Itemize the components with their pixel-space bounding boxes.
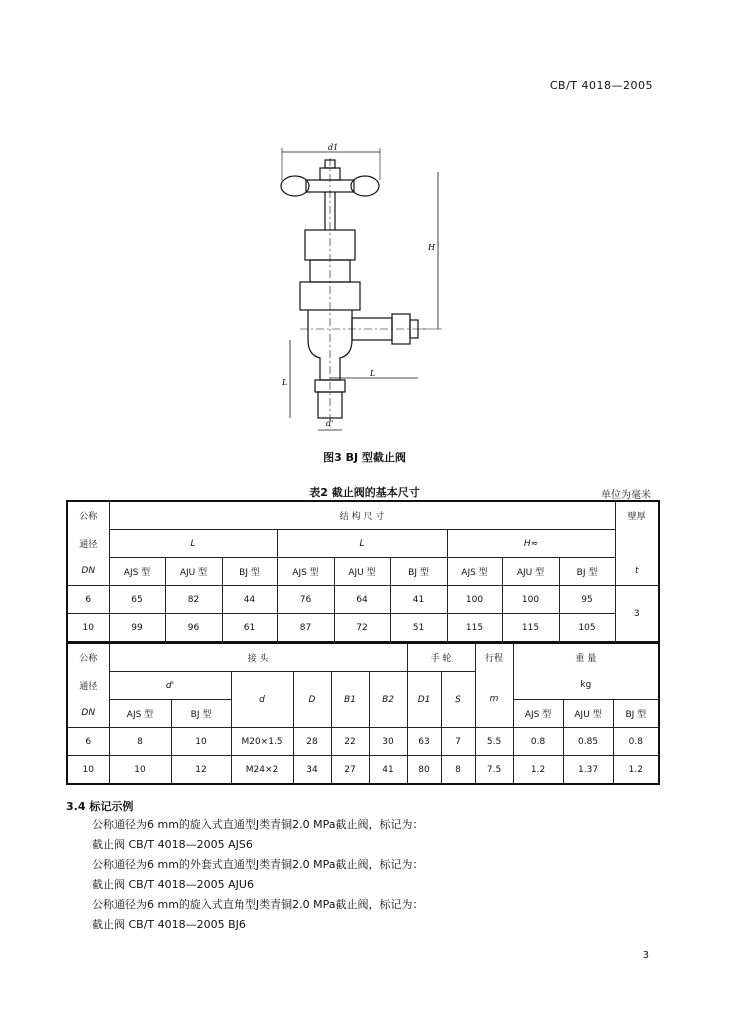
table-cell: 10 [67,756,109,785]
table-cell: 115 [447,614,502,643]
table-cell: 76 [277,586,334,614]
marking-example-line: 公称通径为6 mm的旋入式直角型J类青铜2.0 MPa截止阀，标记为： [92,898,424,911]
table-cell: AJS 型 [513,700,563,728]
marking-example-line: 公称通径为6 mm的外套式直通型J类青铜2.0 MPa截止阀，标记为： [92,858,424,871]
sub-header: AJS 型 [447,558,502,586]
table-cell: DN [67,700,109,728]
marking-example-line: 截止阀 CB/T 4018—2005 BJ6 [92,918,246,931]
figure-caption: 图3 BJ 型截止阀 [323,451,406,464]
table-cell: 1.2 [613,756,659,785]
label-L2: L [282,378,288,387]
table-cell: 44 [222,586,277,614]
table-cell: 30 [369,728,407,756]
table-cell: 22 [331,728,369,756]
header-t: t [615,558,659,586]
table-cell: kg [513,672,659,700]
table-cell: 10 [67,614,109,643]
table-row [67,756,659,785]
table-cell: 61 [222,614,277,643]
marking-example-line: 公称通径为6 mm的旋入式直通型J类青铜2.0 MPa截止阀，标记为： [92,818,424,831]
header-wall: 壁厚 [615,501,659,530]
table-cell: d' [109,672,231,700]
sub-header: BJ 型 [390,558,447,586]
table-row [67,728,659,756]
table-cell: 28 [293,728,331,756]
table-cell: 公称 [67,643,109,672]
table-cell: m [475,672,513,728]
table-row [67,586,659,614]
marking-example-line: 截止阀 CB/T 4018—2005 AJS6 [92,838,253,851]
table-cell: 6 [67,728,109,756]
header-structure-dimensions: 结 构 尺 寸 [109,501,615,530]
table-cell: 100 [502,586,559,614]
table-cell: 8 [441,756,475,785]
joint-table [66,642,660,785]
table-cell: 10 [109,756,171,785]
table-cell: 115 [502,614,559,643]
marking-example-line: 截止阀 CB/T 4018—2005 AJU6 [92,878,254,891]
table-cell: 10 [171,728,231,756]
table-cell: 0.85 [563,728,613,756]
table-cell: 34 [293,756,331,785]
table-cell: BJ 型 [613,700,659,728]
header-dn: DN [67,558,109,586]
header-stroke: 行程 [475,643,513,672]
table-cell: 87 [277,614,334,643]
table-cell: 7 [441,728,475,756]
table-row [67,614,659,643]
table-cell: B1 [331,672,369,728]
table-cell: D [293,672,331,728]
table-cell: 8 [109,728,171,756]
table-cell: 51 [390,614,447,643]
table-cell: 1.37 [563,756,613,785]
sub-header: BJ 型 [222,558,277,586]
table-cell: 27 [331,756,369,785]
wall-thickness-value: 3 [615,586,659,643]
table-cell: 100 [447,586,502,614]
header-bore: 通径 [67,530,109,558]
label-H: H [428,243,435,252]
table-cell: 通径 [67,672,109,700]
header-L2: L [277,530,447,558]
label-d1: d1 [328,143,339,152]
table-cell: 12 [171,756,231,785]
unit-note: 单位为毫米 [601,490,651,501]
table-cell [615,530,659,558]
valve-drawing [270,140,450,440]
table-cell: 7.5 [475,756,513,785]
table-cell: D1 [407,672,441,728]
table-cell: BJ 型 [171,700,231,728]
table-cell: 96 [165,614,222,643]
table-cell: 105 [559,614,615,643]
table-cell: 95 [559,586,615,614]
table-cell: 1.2 [513,756,563,785]
table-cell: M20×1.5 [231,728,293,756]
header-nominal: 公称 [67,501,109,530]
header-joint: 接 头 [109,643,407,672]
table-caption: 表2 截止阀的基本尺寸 [309,486,420,499]
table-cell: 0.8 [613,728,659,756]
header-L1: L [109,530,277,558]
header-weight: 重 量 [513,643,659,672]
label-L1: L [370,369,376,378]
table-cell: 72 [334,614,390,643]
standard-number: CB/T 4018—2005 [549,79,653,92]
dimensions-table [66,500,660,643]
section-title: 3.4 标记示例 [66,800,134,813]
table-cell: B2 [369,672,407,728]
table-cell: 99 [109,614,165,643]
header-handwheel: 手 轮 [407,643,475,672]
sub-header: AJU 型 [165,558,222,586]
table-cell: 82 [165,586,222,614]
table-cell: 0.8 [513,728,563,756]
table-cell: d [231,672,293,728]
table-cell: 41 [390,586,447,614]
table-cell: 41 [369,756,407,785]
table-cell: 80 [407,756,441,785]
table-cell: 64 [334,586,390,614]
table-cell: AJU 型 [563,700,613,728]
sub-header: AJU 型 [502,558,559,586]
label-d: d' [326,419,334,428]
table-cell: 5.5 [475,728,513,756]
table-cell: S [441,672,475,728]
sub-header: AJU 型 [334,558,390,586]
page-number: 3 [642,950,649,961]
header-H: H≈ [447,530,615,558]
table-cell: AJS 型 [109,700,171,728]
sub-header: AJS 型 [277,558,334,586]
table-cell: 65 [109,586,165,614]
table-cell: 63 [407,728,441,756]
table-cell: M24×2 [231,756,293,785]
sub-header: AJS 型 [109,558,165,586]
sub-header: BJ 型 [559,558,615,586]
table-cell: 6 [67,586,109,614]
